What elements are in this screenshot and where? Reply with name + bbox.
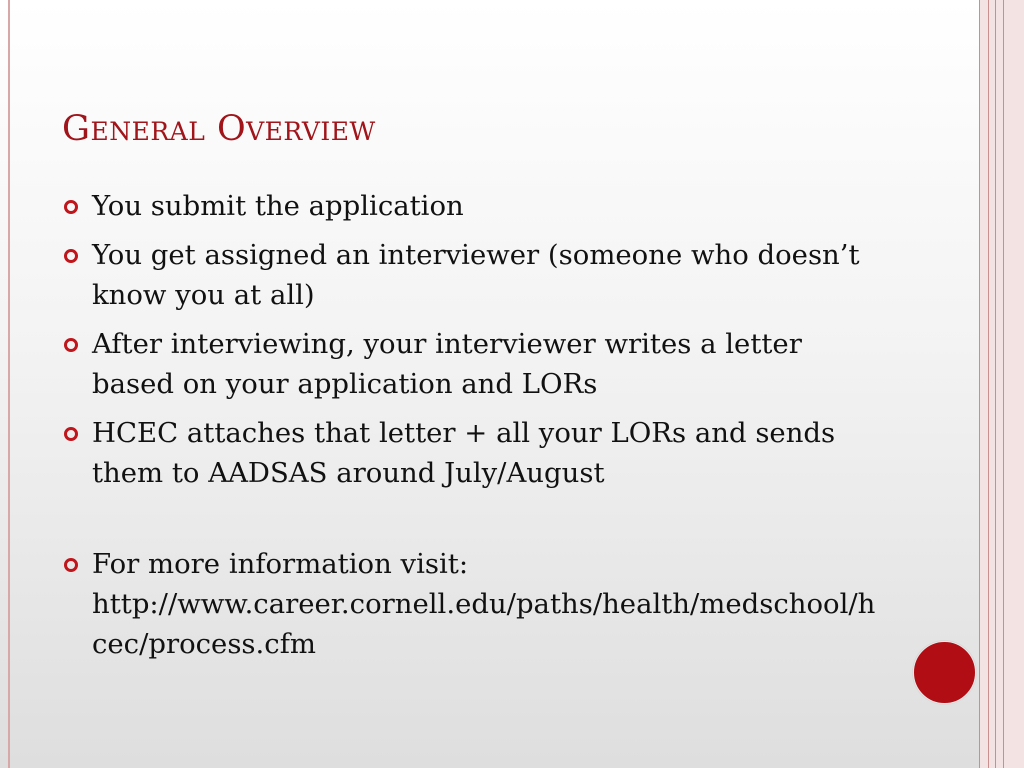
- left-border-line: [8, 0, 10, 768]
- bullet-circle-icon: [64, 200, 78, 214]
- bullet-list: [62, 186, 882, 673]
- bullet-text: You submit the application: [92, 190, 464, 222]
- info-link[interactable]: http://www.career.cornell.edu/paths/health/medschool/hcec/process.cfm: [92, 588, 876, 660]
- bullet-item: [62, 413, 882, 493]
- slide-title: General Overview: [62, 109, 376, 149]
- bullet-text: [92, 544, 882, 664]
- bullet-item: [62, 235, 882, 315]
- bullet-circle-icon: [64, 338, 78, 352]
- bullet-item: [62, 186, 882, 226]
- bullet-text: After interviewing, your interviewer writes a letter based on your application and LORs: [92, 328, 802, 400]
- bullet-circle-icon: [64, 249, 78, 263]
- bullet-text: You get assigned an interviewer (someone who doesn’t know you at all): [92, 239, 860, 311]
- right-decorative-frame: [979, 0, 1024, 768]
- bullet-circle-icon: [64, 558, 78, 572]
- bullet-item: [62, 544, 882, 664]
- info-label: For more information visit:: [92, 548, 469, 580]
- bullet-text: HCEC attaches that letter + all your LORs and sends them to AADSAS around July/August: [92, 417, 836, 489]
- bullet-circle-icon: [64, 427, 78, 441]
- decorative-red-circle: [913, 641, 976, 704]
- bullet-item: [62, 324, 882, 404]
